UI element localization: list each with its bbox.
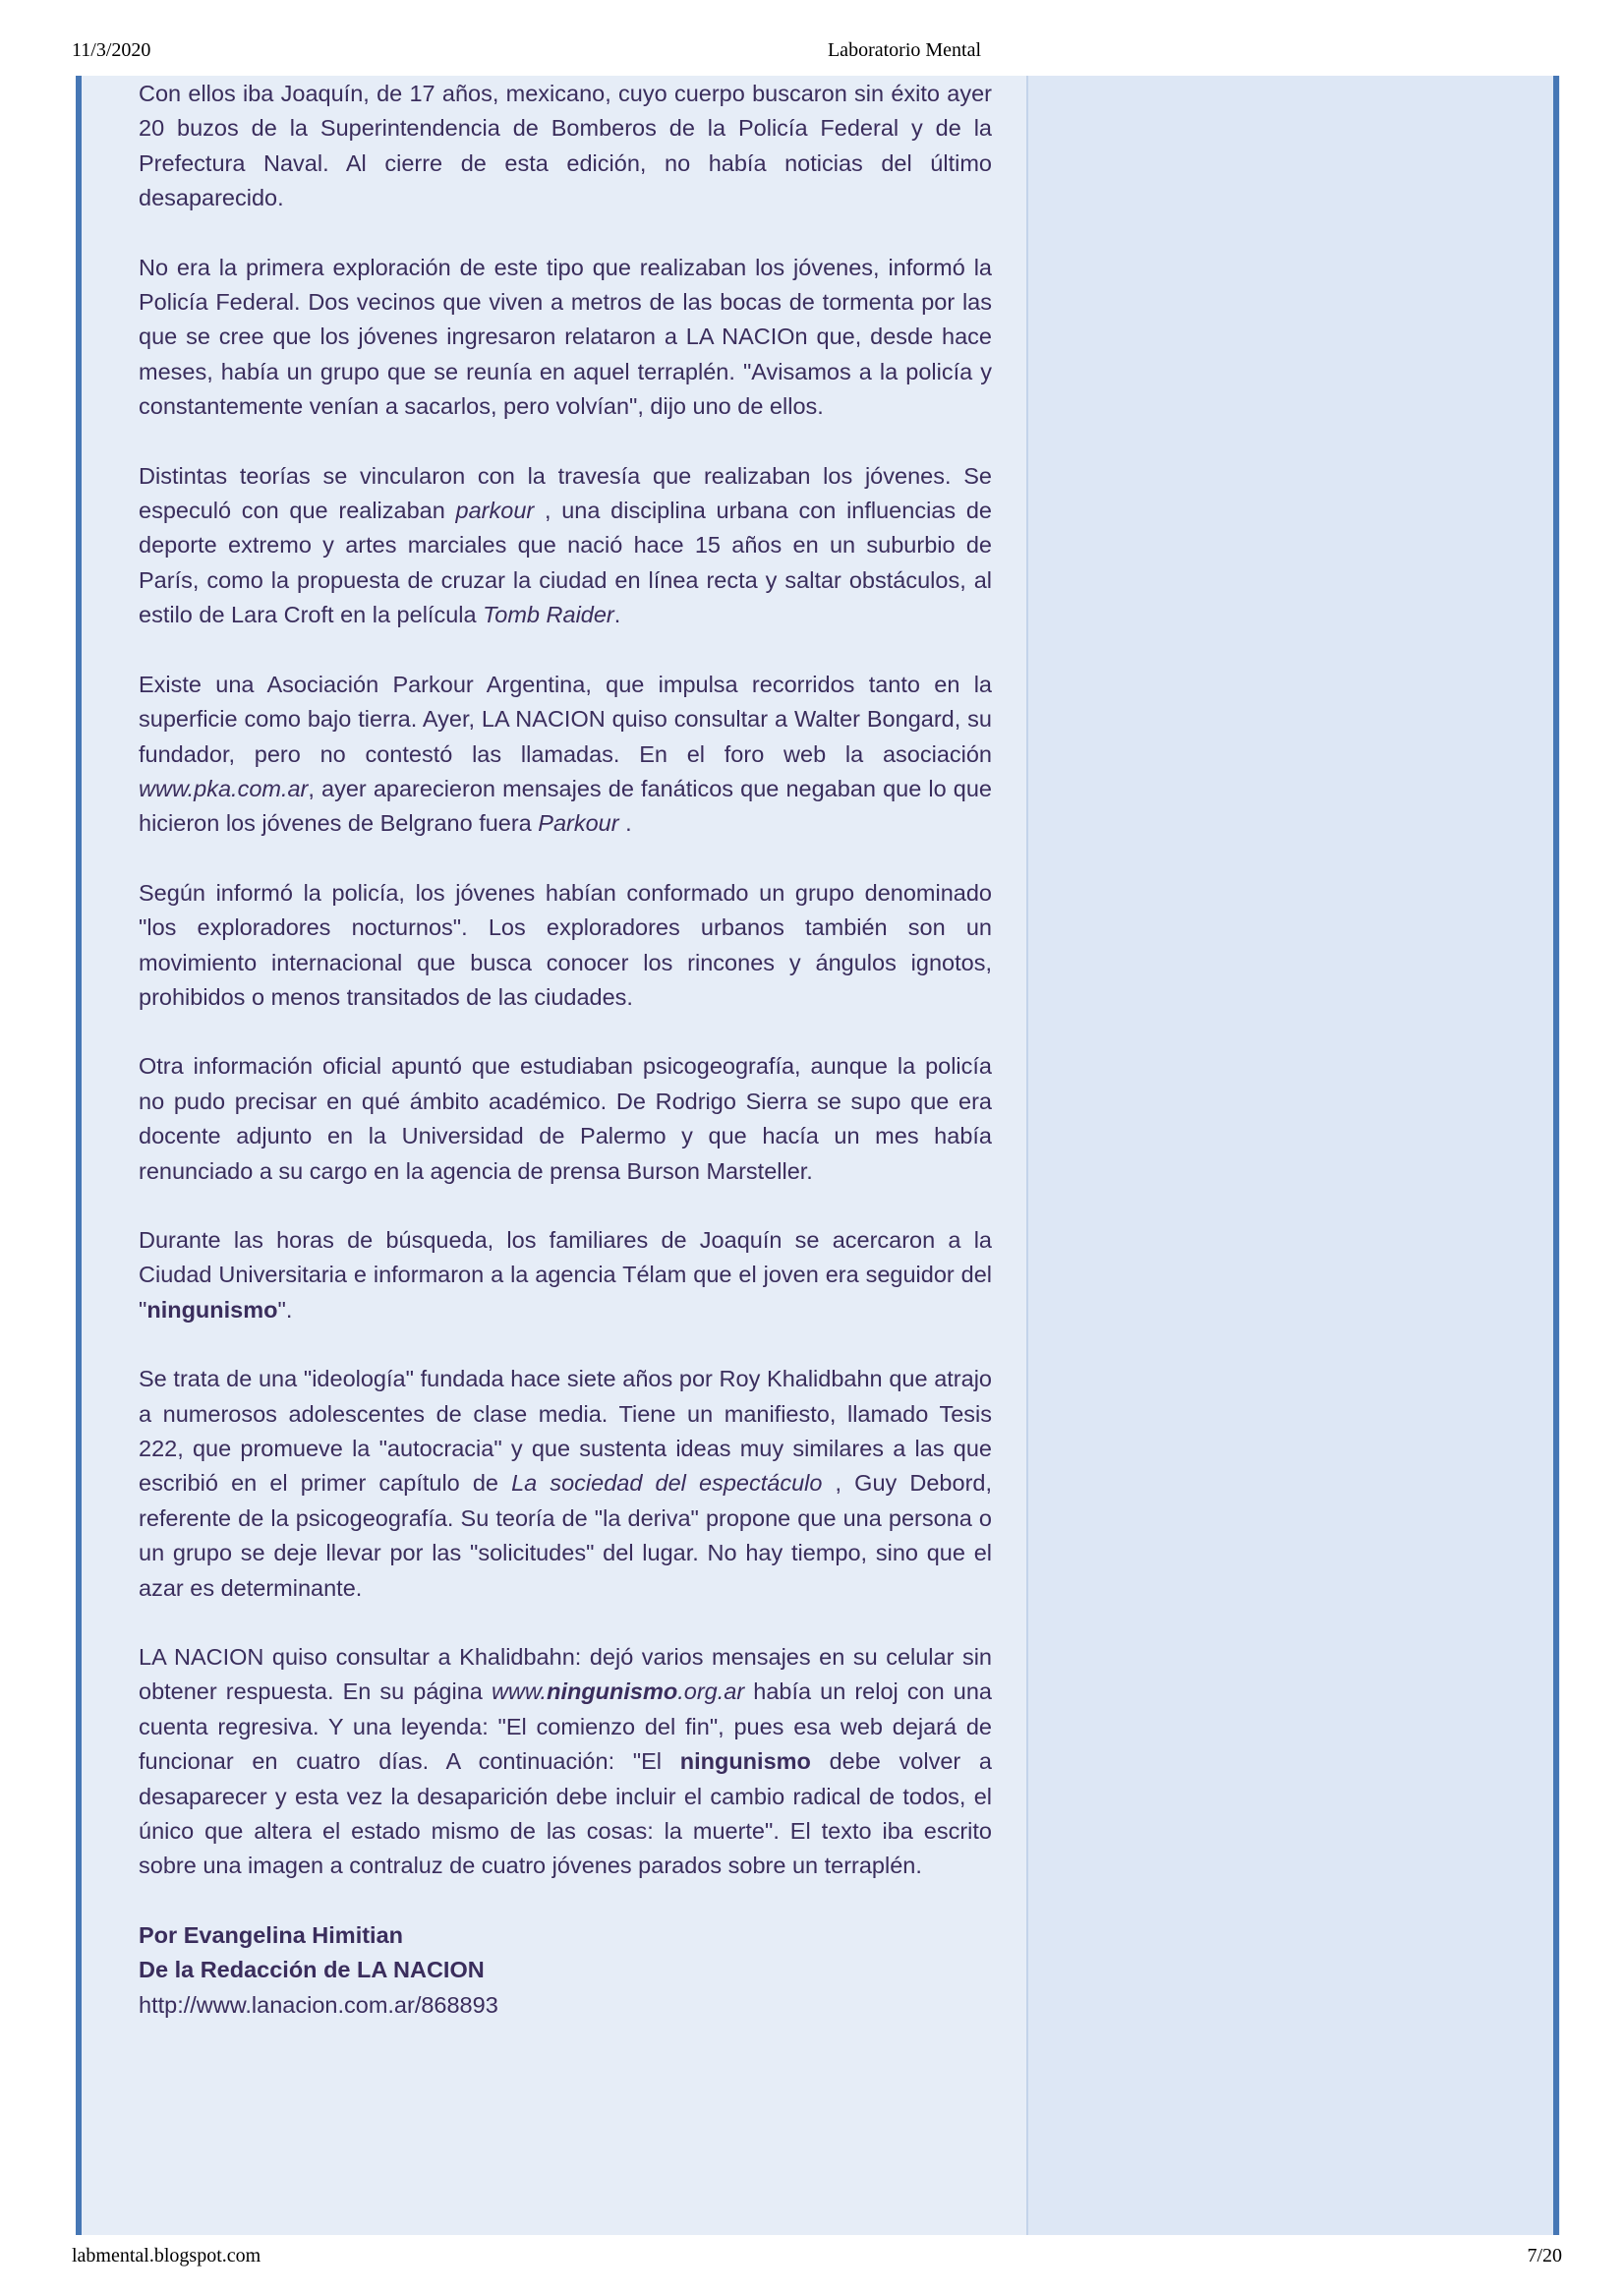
- pka-site-link[interactable]: www.pka.com.ar: [139, 775, 309, 801]
- print-footer: [0, 2245, 1624, 2284]
- paragraph-4: [139, 668, 992, 842]
- paragraph-6: Otra información oficial apuntó que estudiaban psicogeografía, aunque la policía no pudo precisar en qué ámbito académico. De Rodrigo Sierra se supo que era docente adjunto en la Universidad de Palermo y que hacía un mes había renunciado a su cargo en la agencia de prensa Burson Marsteller.: [139, 1053, 992, 1184]
- text: había un reloj con una cuenta regresiva. Y una leyenda: "El comienzo del fin", pues esa web dejará de funcionar en cuatro días. A continuación: "El: [139, 1678, 992, 1775]
- paragraph-7: [139, 1223, 992, 1327]
- text: ".: [277, 1296, 293, 1323]
- text: , ayer aparecieron mensajes de fanáticos que negaban que lo que hicieron los jóvenes de Belgrano fuera: [139, 775, 992, 837]
- text: LA NACION quiso consultar a Khalidbahn: dejó varios mensajes en su celular sin obtener respuesta. En su página: [139, 1644, 992, 1705]
- text: Se trata de una "ideología" fundada hace siete años por Roy Khalidbahn que atrajo a numerosos adolescentes de clase media. Tiene un manifiesto, llamado Tesis 222, que promueve la "autocracia" y que sustenta ideas muy similares a las que escribió en el primer capítulo de: [139, 1366, 992, 1497]
- frame-border-right: [1553, 76, 1559, 2235]
- emphasis-parkour: parkour: [455, 498, 535, 524]
- text: Distintas teorías se vincularon con la travesía que realizaban los jóvenes. Se especuló con que realizaban: [139, 462, 992, 524]
- link-part-bold: ningunismo: [547, 1678, 678, 1705]
- paragraph-9: [139, 1640, 992, 1884]
- text: debe volver a desaparecer y esta vez la desaparición debe incluir el cambio radical de todos, el único que altera el estado mismo de las cosas: la muerte". El texto iba escrito sobre una imagen a contraluz de cuatro jóvenes parados sobre un terraplén.: [139, 1748, 992, 1879]
- print-header: [0, 39, 1624, 79]
- byline: [139, 1918, 992, 2023]
- paragraph-1: Con ellos iba Joaquín, de 17 años, mexicano, cuyo cuerpo buscaron sin éxito ayer 20 buzos de la Superintendencia de Bomberos de la Policía Federal y de la Prefectura Naval. Al cierre de esta edición, no había noticias del último desaparecido.: [139, 81, 992, 211]
- paragraph-8: [139, 1362, 992, 1606]
- print-date: 11/3/2020: [72, 39, 151, 61]
- sidebar-column: [1026, 76, 1553, 2235]
- link-part: www.: [491, 1678, 548, 1705]
- paragraph-2: No era la primera exploración de este tipo que realizaban los jóvenes, informó la Policía Federal. Dos vecinos que viven a metros de las bocas de tormenta por las que se cree que los jóvenes ingresaron relataron a LA NACIOn que, desde hace meses, había un grupo que se reunía en aquel terraplén. "Avisamos a la policía y constantemente venían a sacarlos, pero volvían", dijo uno de ellos.: [139, 254, 992, 420]
- text: .: [613, 602, 621, 628]
- page-number: 7/20: [1527, 2245, 1562, 2267]
- paragraph-3: [139, 459, 992, 633]
- frame-border-left: [76, 76, 82, 2235]
- ningunismo-site-link[interactable]: [492, 1678, 744, 1704]
- bold-ningunismo: ningunismo: [679, 1748, 811, 1775]
- text: , Guy Debord, referente de la psicogeografía. Su teoría de "la deriva" propone que una persona o un grupo se deje llevar por las "solicitudes" del lugar. No hay tiempo, sino que el azar es determinante.: [139, 1470, 992, 1601]
- text: .: [618, 810, 632, 837]
- article-body: [139, 77, 992, 2023]
- link-part: .org.ar: [677, 1678, 745, 1705]
- source-link[interactable]: http://www.lanacion.com.ar/868893: [139, 1991, 498, 2018]
- emphasis-book-title: La sociedad del espectáculo: [511, 1470, 823, 1497]
- author-desk: De la Redacción de LA NACION: [139, 1957, 485, 1983]
- print-url: labmental.blogspot.com: [72, 2245, 261, 2267]
- text: Existe una Asociación Parkour Argentina, que impulsa recorridos tanto en la superficie como bajo tierra. Ayer, LA NACION quiso consultar a Walter Bongard, su fundador, pero no contestó las llamadas. En el foro web la asociación: [139, 671, 992, 767]
- print-site-title: Laboratorio Mental: [827, 39, 982, 61]
- text: Durante las horas de búsqueda, los familiares de Joaquín se acercaron a la Ciudad Universitaria e informaron a la agencia Télam que el joven era seguidor del ": [139, 1226, 992, 1323]
- paragraph-5: Según informó la policía, los jóvenes habían conformado un grupo denominado "los exploradores nocturnos". Los exploradores urbanos también son un movimiento internacional que busca conocer los rincones y ángulos ignotos, prohibidos o menos transitados de las ciudades.: [139, 879, 992, 1010]
- emphasis-parkour: Parkour: [538, 810, 619, 837]
- emphasis-tomb-raider: Tomb Raider: [483, 602, 614, 628]
- text: , una disciplina urbana con influencias de deporte extremo y artes marciales que nació hace 15 años en un suburbio de París, como la propuesta de cruzar la ciudad en línea recta y saltar obstáculos, al estilo de Lara Croft en la película: [139, 498, 992, 628]
- bold-ningunismo: ningunismo: [146, 1296, 278, 1323]
- author-name: Por Evangelina Himitian: [139, 1921, 404, 1948]
